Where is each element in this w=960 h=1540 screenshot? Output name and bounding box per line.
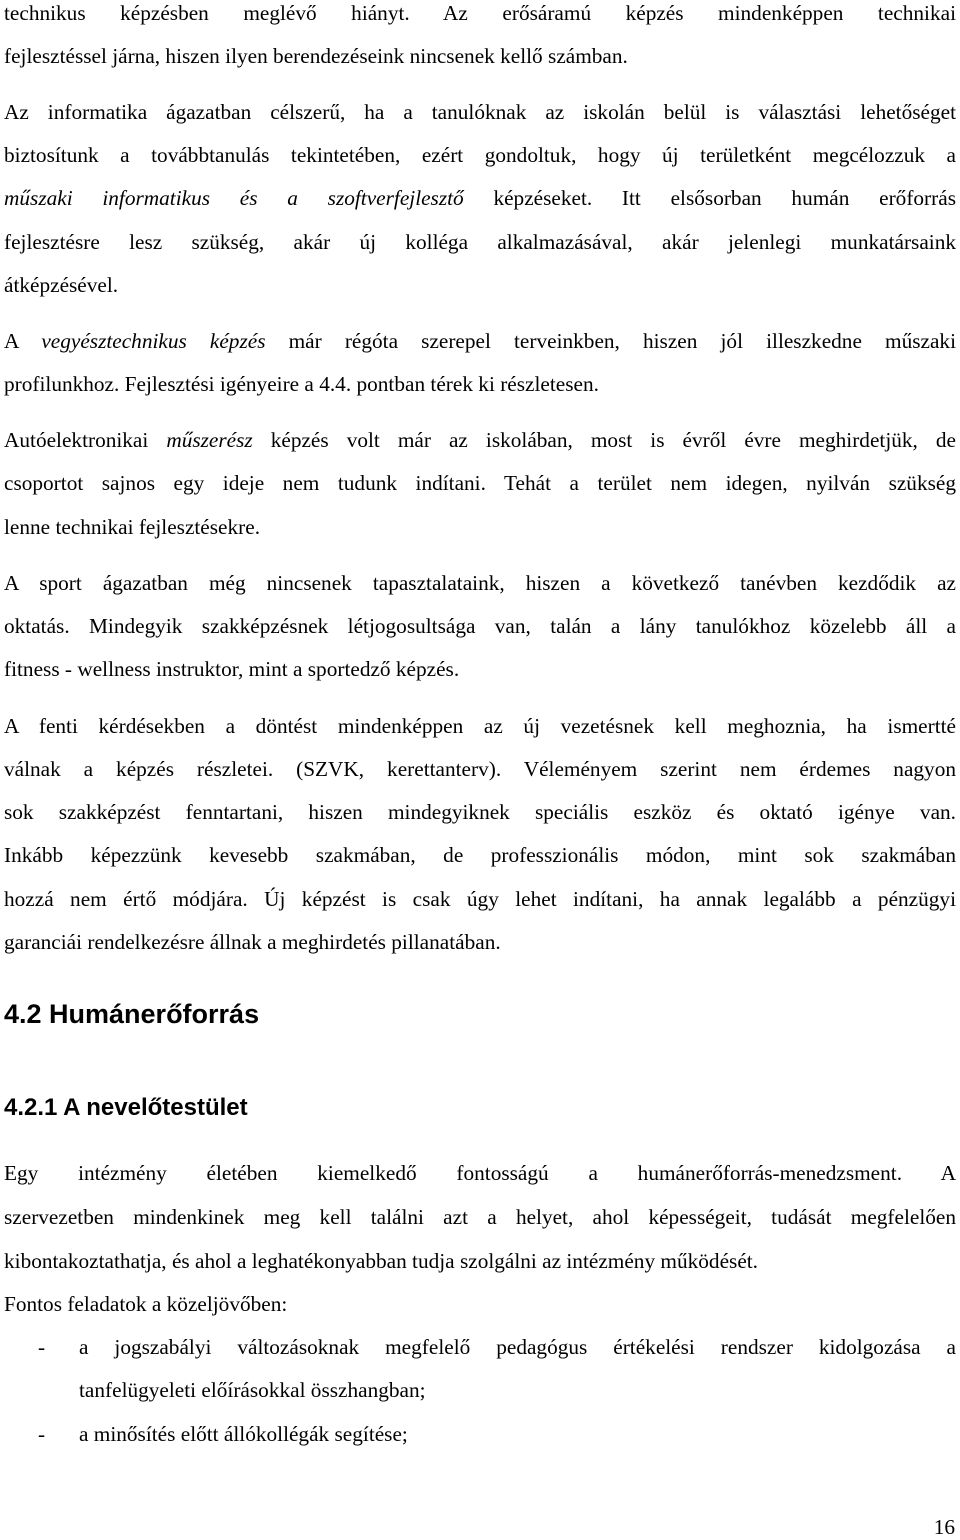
body-text-line: oktatás. Mindegyik szakképzésnek létjogosultsága van, talán a lány tanulókhoz közelebb áll a	[4, 614, 956, 638]
list-bullet-dash: -	[38, 1335, 46, 1359]
page-number: 16	[933, 1515, 955, 1539]
body-text-span: A	[4, 329, 42, 353]
list-intro: Fontos feladatok a közeljövőben:	[4, 1292, 288, 1316]
body-text-line: fejlesztéssel járna, hiszen ilyen berendezéseink nincsenek kellő számban.	[4, 44, 628, 68]
body-text-line: szervezetben mindenkinek meg kell találni azt a helyet, ahol képességeit, tudását megfelelően	[4, 1205, 956, 1229]
italic-term: műszaki informatikus és a szoftverfejlesztő	[4, 186, 464, 210]
body-text-line	[4, 185, 956, 211]
body-text-line: hozzá nem értő módjára. Új képzést is csak úgy lehet indítani, ha annak legalább a pénzügyi	[4, 887, 956, 911]
body-text-line: sok szakképzést fenntartani, hiszen mindegyiknek speciális eszköz és oktató igénye van.	[4, 800, 956, 824]
body-text-line: fitness - wellness instruktor, mint a sportedző képzés.	[4, 657, 460, 681]
body-text-line: fejlesztésre lesz szükség, akár új kolléga alkalmazásával, akár jelenlegi munkatársaink	[4, 230, 956, 254]
body-text-line: biztosítunk a továbbtanulás tekintetében, ezért gondoltuk, hogy új területként megcélozzuk a	[4, 143, 956, 167]
body-text-span: már régóta szerepel terveinkben, hiszen jól illeszkedne műszaki	[265, 329, 956, 353]
body-text-line: Az informatika ágazatban célszerű, ha a tanulóknak az iskolán belül is választási lehetőséget	[4, 100, 956, 124]
body-text-line: profilunkhoz. Fejlesztési igényeire a 4.4. pontban térek ki részletesen.	[4, 372, 599, 396]
body-text-line	[4, 427, 956, 453]
body-text-line: kibontakoztathatja, és ahol a leghatékonyabban tudja szolgálni az intézmény működését.	[4, 1249, 759, 1273]
list-bullet-dash: -	[38, 1422, 46, 1446]
body-text-line: A fenti kérdésekben a döntést mindenképpen az új vezetésnek kell meghoznia, ha ismertté	[4, 714, 956, 738]
body-text-line	[4, 328, 956, 354]
body-text-line: Egy intézmény életében kiemelkedő fontosságú a humánerőforrás-menedzsment. A	[4, 1161, 956, 1185]
section-heading: 4.2 Humánerőforrás	[4, 999, 260, 1029]
body-text-line: átképzésével.	[4, 273, 119, 297]
body-text-line: válnak a képzés részletei. (SZVK, kerettanterv). Véleményem szerint nem érdemes nagyon	[4, 757, 956, 781]
body-text-span: képzés volt már az iskolában, most is évről évre meghirdetjük, de	[252, 428, 956, 452]
subsection-heading: 4.2.1 A nevelőtestület	[4, 1094, 248, 1121]
list-item-text: a jogszabályi változásoknak megfelelő pedagógus értékelési rendszer kidolgozása a	[79, 1335, 956, 1359]
body-text-line: Inkább képezzünk kevesebb szakmában, de professzionális módon, mint sok szakmában	[4, 843, 956, 867]
body-text-line: csoportot sajnos egy ideje nem tudunk indítani. Tehát a terület nem idegen, nyilván szükség	[4, 471, 956, 495]
body-text-span: képzéseket. Itt elsősorban humán erőforrás	[463, 186, 956, 210]
list-item-text: tanfelügyeleti előírásokkal összhangban;	[79, 1378, 426, 1402]
body-text-line: technikus képzésben meglévő hiányt. Az erősáramú képzés mindenképpen technikai	[4, 1, 956, 25]
body-text-span: Autóelektronikai	[4, 428, 167, 452]
italic-term: vegyésztechnikus képzés	[41, 329, 266, 353]
body-text-line: garanciái rendelkezésre állnak a meghirdetés pillanatában.	[4, 930, 501, 954]
body-text-line: lenne technikai fejlesztésekre.	[4, 515, 261, 539]
list-item-text: a minősítés előtt állókollégák segítése;	[79, 1422, 408, 1446]
italic-term: műszerész	[166, 428, 253, 452]
body-text-line: A sport ágazatban még nincsenek tapasztalataink, hiszen a következő tanévben kezdődik az	[4, 571, 956, 595]
